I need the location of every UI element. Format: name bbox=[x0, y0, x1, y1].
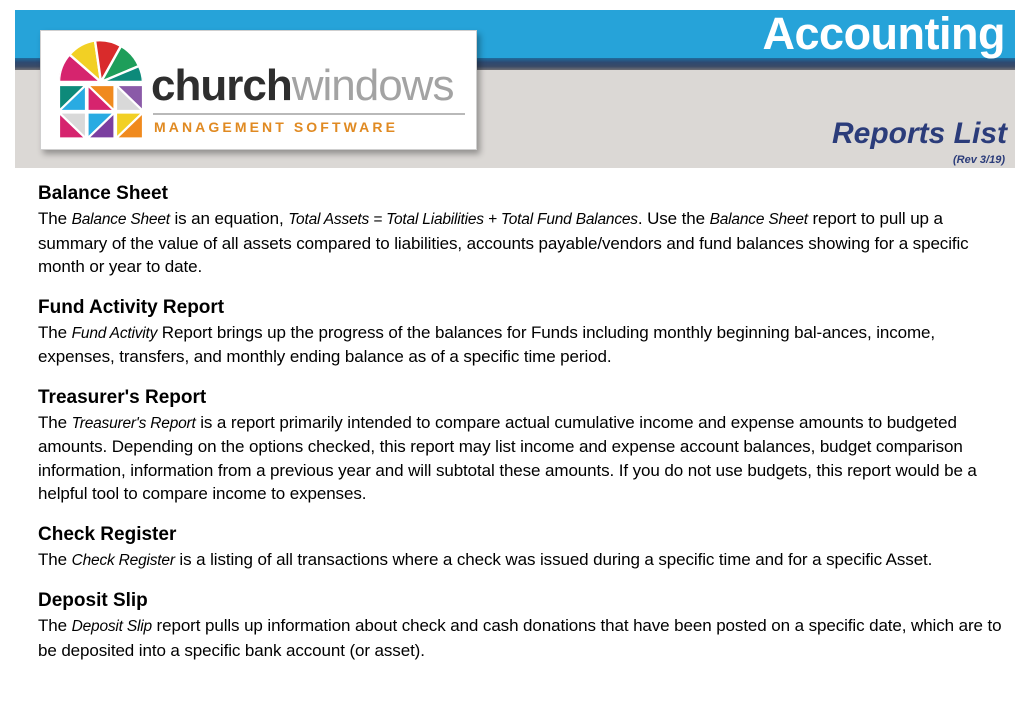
report-section bbox=[38, 182, 1016, 279]
report-heading: Fund Activity Report bbox=[38, 296, 225, 318]
report-description: The Fund Activity Report brings up the progress of the balances for Funds including monthly beginning bal-ances, income, expenses, transfers, and monthly ending balance as of a specific time period. bbox=[38, 322, 936, 366]
logo-divider-rule bbox=[153, 113, 465, 115]
logo-word-church: church bbox=[151, 61, 292, 110]
logo-wordmark bbox=[151, 63, 453, 109]
page-title: Accounting bbox=[762, 8, 1005, 59]
report-description: The Treasurer's Report is a report primarily intended to compare actual cumulative income and expense amounts to budgeted amounts. Depending on the options checked, this report may list income and expense account balances, budget comparison information, information from a previous year and will subtotal these amounts. If you do not use budgets, this report would be a helpful tool to compare income to expenses. bbox=[38, 412, 977, 503]
reports-list-content bbox=[38, 182, 1016, 679]
report-description: The Check Register is a listing of all transactions where a check was issued during a specific time and for a specific Asset. bbox=[38, 549, 933, 569]
logo-word-windows: windows bbox=[291, 61, 454, 110]
report-section bbox=[38, 589, 1016, 662]
report-description: The Deposit Slip report pulls up information about check and cash donations that have been posted on a specific date, which are to be deposited into a specific bank account (or asset). bbox=[38, 616, 1002, 660]
church-windows-pinwheel-logo-icon bbox=[55, 41, 147, 141]
company-logo-box bbox=[40, 30, 477, 150]
page-subtitle: Reports List bbox=[831, 117, 1007, 150]
logo-tagline: MANAGEMENT SOFTWARE bbox=[154, 119, 399, 135]
report-heading: Treasurer's Report bbox=[38, 386, 207, 408]
page-header-banner bbox=[15, 10, 1015, 168]
report-heading: Deposit Slip bbox=[38, 590, 148, 611]
report-section bbox=[38, 296, 1016, 369]
report-heading: Check Register bbox=[38, 523, 177, 545]
revision-label: (Rev 3/19) bbox=[953, 154, 1005, 166]
report-section bbox=[38, 386, 1016, 506]
report-section bbox=[38, 523, 1016, 573]
report-heading: Balance Sheet bbox=[38, 183, 168, 204]
report-description: The Balance Sheet is an equation, Total Assets = Total Liabilities + Total Fund Balances. Use the Balance Sheet report to pull up a summary of the value of all assets compared to liabilities, accounts payable/vendors and fund balances showing for a specific month or year to date. bbox=[38, 209, 969, 276]
